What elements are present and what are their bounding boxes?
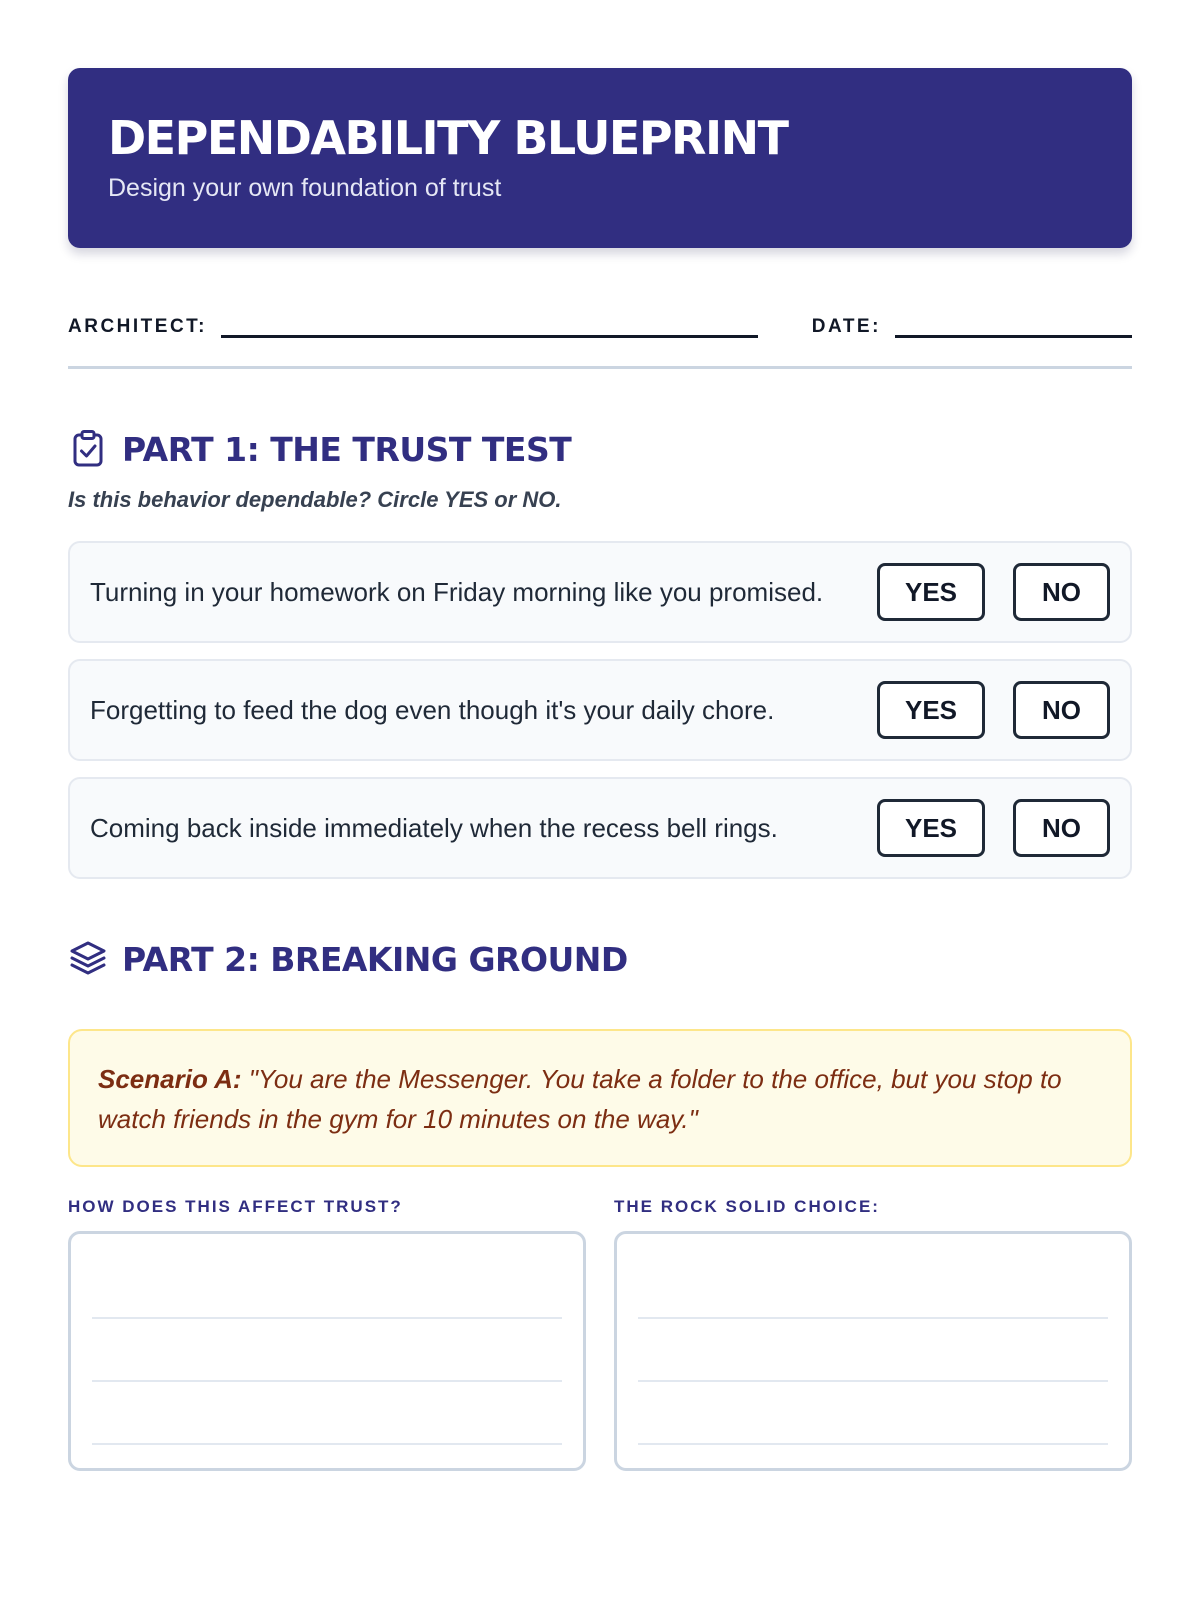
architect-label: ARCHITECT: xyxy=(68,316,207,337)
writing-line xyxy=(92,1443,562,1445)
divider xyxy=(68,366,1132,369)
architect-field[interactable] xyxy=(221,335,758,338)
trust-item-text: Coming back inside immediately when the recess bell rings. xyxy=(90,812,778,843)
trust-item xyxy=(68,541,1132,643)
answer-box-trust[interactable] xyxy=(68,1231,586,1471)
writing-line xyxy=(638,1380,1108,1382)
writing-line xyxy=(92,1380,562,1382)
part1-title: PART 1: THE TRUST TEST xyxy=(122,429,572,469)
answer-section xyxy=(68,1197,1132,1471)
answer-column-trust xyxy=(68,1197,586,1471)
page-title: DEPENDABILITY BLUEPRINT xyxy=(108,111,788,165)
answer-label-choice: THE ROCK SOLID CHOICE: xyxy=(614,1197,880,1216)
scenario-text: "You are the Messenger. You take a folder to the office, but you stop to watch friends in the gym for 10 minutes on the way." xyxy=(98,1064,1062,1134)
trust-item-text: Turning in your homework on Friday morning like you promised. xyxy=(90,576,824,607)
layers-icon xyxy=(68,939,108,979)
trust-item-text: Forgetting to feed the dog even though it's your daily chore. xyxy=(90,694,775,725)
header-banner xyxy=(68,68,1132,248)
no-option[interactable]: NO xyxy=(1013,799,1110,857)
page-subtitle: Design your own foundation of trust xyxy=(108,174,502,202)
part1-header xyxy=(68,427,1132,471)
answer-box-choice[interactable] xyxy=(614,1231,1132,1471)
no-option[interactable]: NO xyxy=(1013,563,1110,621)
date-label: DATE: xyxy=(811,316,881,337)
scenario-label: Scenario A: xyxy=(98,1064,242,1094)
yes-option[interactable]: YES xyxy=(877,563,985,621)
no-option[interactable]: NO xyxy=(1013,681,1110,739)
trust-item xyxy=(68,777,1132,879)
answer-label-trust: HOW DOES THIS AFFECT TRUST? xyxy=(68,1197,403,1216)
meta-row xyxy=(68,304,1132,338)
date-field[interactable] xyxy=(895,335,1132,338)
writing-line xyxy=(638,1443,1108,1445)
trust-item xyxy=(68,659,1132,761)
yes-option[interactable]: YES xyxy=(877,681,985,739)
part2-header xyxy=(68,937,1132,981)
clipboard-check-icon xyxy=(68,429,108,469)
yes-option[interactable]: YES xyxy=(877,799,985,857)
part2-title: PART 2: BREAKING GROUND xyxy=(122,939,628,979)
writing-line xyxy=(638,1317,1108,1319)
scenario-card xyxy=(68,1029,1132,1167)
answer-column-choice xyxy=(614,1197,1132,1471)
writing-line xyxy=(92,1317,562,1319)
part1-instruction: Is this behavior dependable? Circle YES or NO. xyxy=(68,487,562,512)
trust-test-list xyxy=(68,541,1132,879)
